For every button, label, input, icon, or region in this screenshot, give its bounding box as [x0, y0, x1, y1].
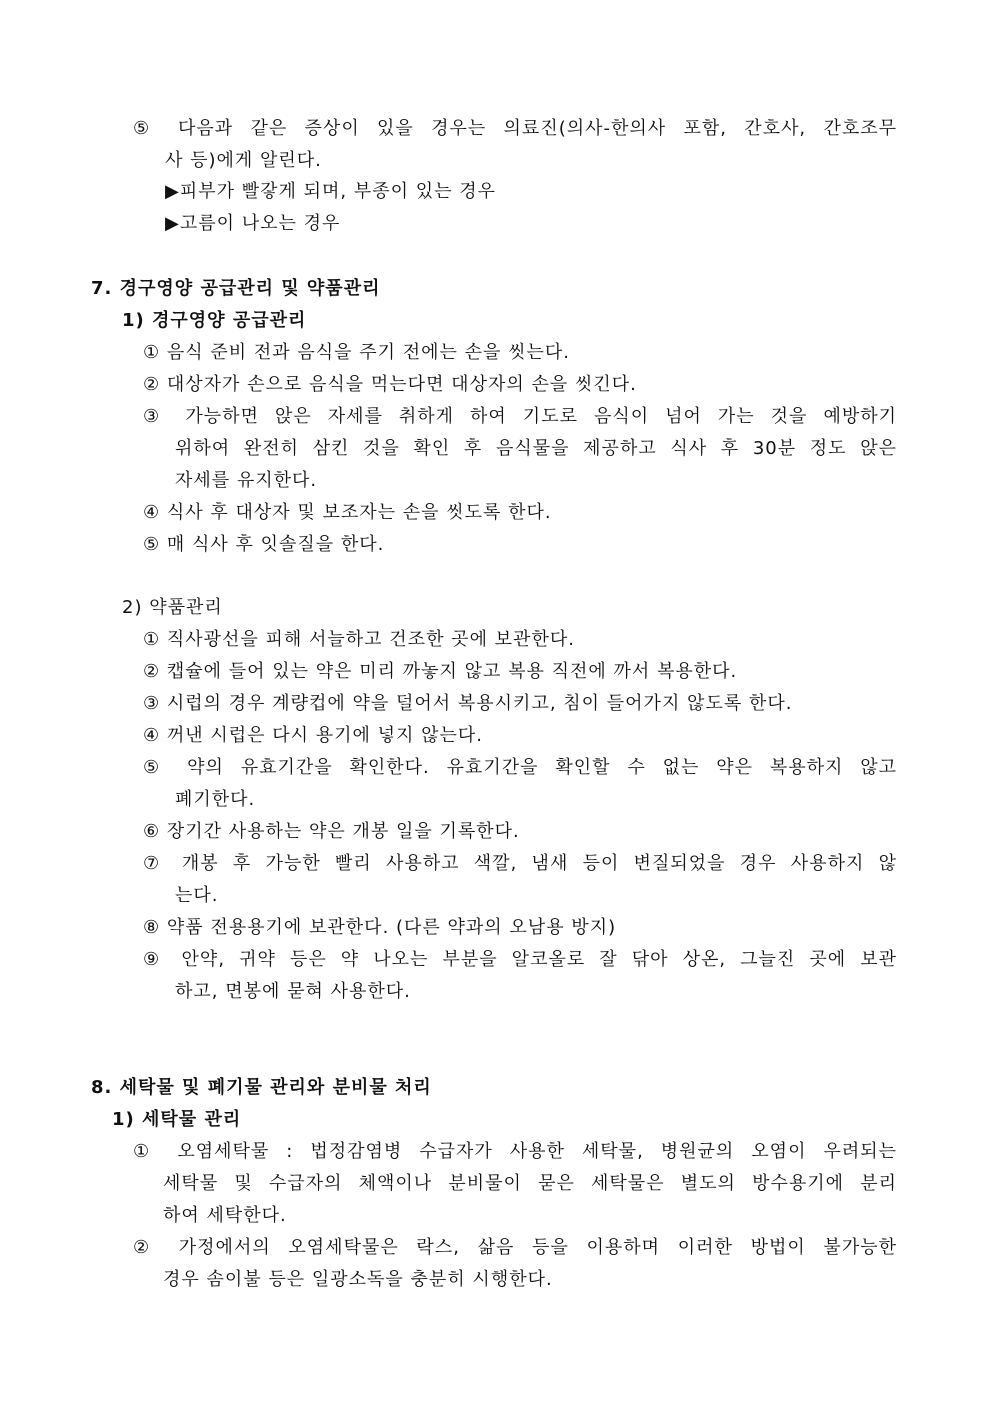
- list-item: ⑤ 매 식사 후 잇솔질을 한다.: [143, 534, 385, 555]
- subsection-heading: 1) 세탁물 관리: [112, 1109, 242, 1130]
- list-item: ⑥ 장기간 사용하는 약은 개봉 일을 기록한다.: [143, 821, 520, 842]
- list-item-line: ⑨ 안약, 귀약 등은 약 나오는 부분을 알코올로 잘 닦아 상온, 그늘진 곳에 보관: [143, 949, 897, 970]
- list-item-line: ① 오염세탁물 : 법정감염병 수급자가 사용한 세탁물, 병원균의 오염이 우려되는: [133, 1141, 897, 1162]
- list-item-5-line-2: 사 등)에게 알린다.: [165, 150, 322, 171]
- list-item-line: 하여 세탁한다.: [163, 1205, 287, 1226]
- list-item: ② 캡슐에 들어 있는 약은 미리 까놓지 않고 복용 직전에 까서 복용한다.: [143, 661, 738, 682]
- list-item-line: ⑤ 약의 유효기간을 확인한다. 유효기간을 확인할 수 없는 약은 복용하지 않고: [143, 757, 897, 778]
- bullet-item: ▶고름이 나오는 경우: [165, 213, 341, 234]
- list-item: ⑧ 약품 전용용기에 보관한다. (다른 약과의 오남용 방지): [143, 917, 617, 938]
- list-item-line: 세탁물 및 수급자의 체액이나 분비물이 묻은 세탁물은 별도의 방수용기에 분리: [163, 1173, 897, 1194]
- list-item-line: 자세를 유지한다.: [175, 470, 318, 491]
- subsection-heading: 2) 약품관리: [122, 597, 223, 618]
- bullet-item: ▶피부가 빨갛게 되며, 부종이 있는 경우: [165, 181, 496, 202]
- list-item: ④ 식사 후 대상자 및 보조자는 손을 씻도록 한다.: [143, 502, 552, 523]
- list-item-5-line-1: ⑤ 다음과 같은 증상이 있을 경우는 의료진(의사-한의사 포함, 간호사, 간호조무: [133, 118, 897, 139]
- list-item-line: ③ 가능하면 앉은 자세를 취하게 하여 기도로 음식이 넘어 가는 것을 예방하기: [143, 406, 897, 427]
- list-item-line: ⑦ 개봉 후 가능한 빨리 사용하고 색깔, 냄새 등이 변질되었을 경우 사용하지 않: [143, 853, 897, 874]
- list-item-line: 경우 솜이불 등은 일광소독을 충분히 시행한다.: [163, 1269, 553, 1290]
- list-item: ① 직사광선을 피해 서늘하고 건조한 곳에 보관한다.: [143, 629, 575, 650]
- list-item-line: 폐기한다.: [175, 789, 256, 810]
- list-item-line: 하고, 면봉에 묻혀 사용한다.: [175, 981, 411, 1002]
- list-item: ④ 꺼낸 시럽은 다시 용기에 넣지 않는다.: [143, 725, 484, 746]
- section-heading-7: 7. 경구영양 공급관리 및 약품관리: [91, 278, 381, 299]
- section-heading-8: 8. 세탁물 및 폐기물 관리와 분비물 처리: [91, 1077, 432, 1098]
- list-item: ② 대상자가 손으로 음식을 먹는다면 대상자의 손을 씻긴다.: [143, 374, 637, 395]
- list-item: ① 음식 준비 전과 음식을 주기 전에는 손을 씻는다.: [143, 342, 571, 363]
- list-item-line: ② 가정에서의 오염세탁물은 락스, 삶음 등을 이용하며 이러한 방법이 불가능한: [133, 1237, 897, 1258]
- list-item-line: 는다.: [175, 885, 219, 906]
- list-item: ③ 시럽의 경우 계량컵에 약을 덜어서 복용시키고, 침이 들어가지 않도록 한다.: [143, 693, 793, 714]
- subsection-heading: 1) 경구영양 공급관리: [122, 310, 307, 331]
- list-item-line: 위하여 완전히 삼킨 것을 확인 후 음식물을 제공하고 식사 후 30분 정도 앉은: [175, 438, 897, 459]
